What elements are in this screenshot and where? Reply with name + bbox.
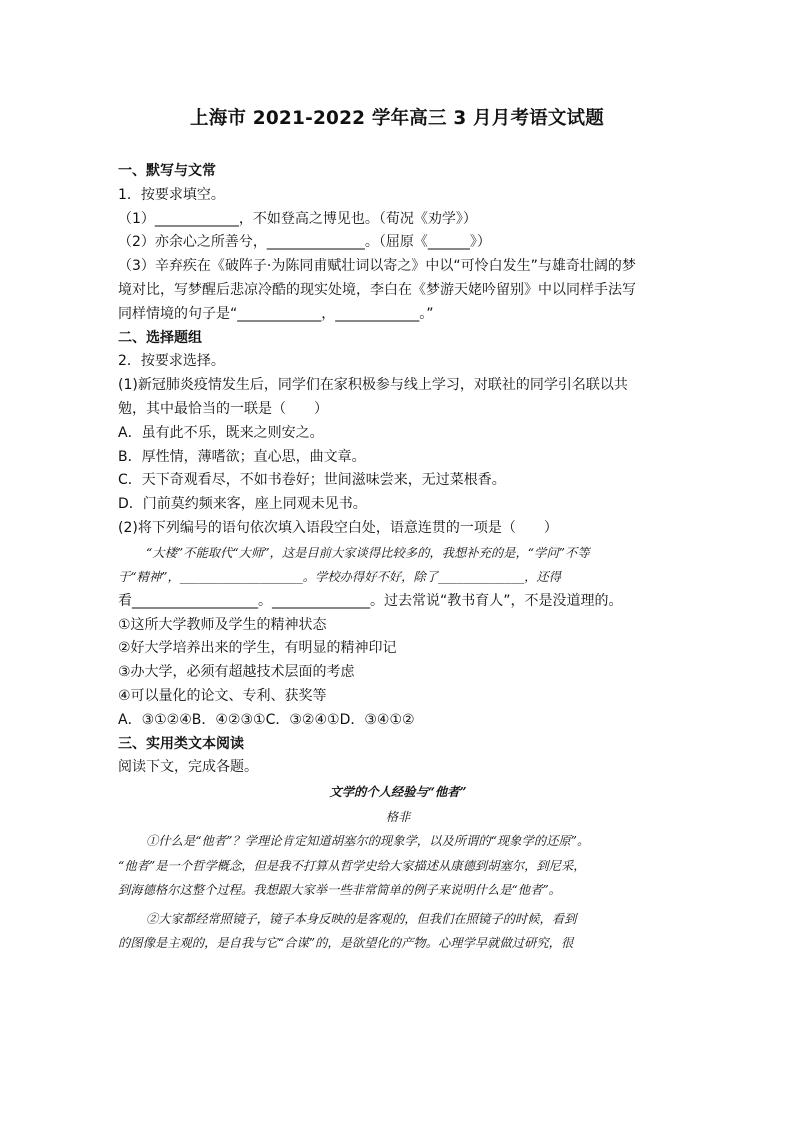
sentence-item-1: ①这所大学教师及学生的精神状态 [118, 616, 327, 633]
sentence-item-4: ④可以量化的论文、专利、获奖等 [118, 687, 327, 704]
answer-options: A．③①②④B．④②③①C．③②④①D．③④①② [118, 711, 415, 728]
sentence-item-3: ③办大学，必须有超越技术层面的考虑 [118, 664, 355, 681]
question-1-part-3-line-3: 同样情境的句子是“____________，____________。” [118, 305, 434, 322]
article-title: 文学的个人经验与“他者” [329, 784, 467, 800]
question-1-part-3-line-1: （3）辛弃疾在《破阵子·为陈同甫赋壮词以寄之》中以“可怜白发生”与雄奇壮阔的梦 [118, 258, 636, 275]
passage-line-1: “大楼”不能取代“大师”，这是目前大家谈得比较多的，我想补充的是，“学问”不等 [146, 545, 590, 560]
question-1-part-3-line-2: 境对比，写梦醒后悲凉冷酷的现实处境，李白在《梦游天姥吟留别》中以同样手法写 [118, 281, 636, 298]
section-heading-2: 二、选择题组 [118, 329, 202, 346]
option-a: A．虽有此不乐，既来之则安之。 [118, 424, 324, 441]
question-2-2-stem: (2)将下列编号的语句依次填入语段空白处，语意连贯的一项是（ ） [118, 519, 558, 536]
question-1-part-2: （2）亦余心之所善兮，______________。（屈原《______》） [118, 234, 491, 251]
question-2-1-line-2: 勉，其中最恰当的一联是（ ） [118, 400, 328, 417]
article-p1-line-1: ①什么是“他者”？学理论肯定知道胡塞尔的现象学，以及所谓的“现象学的还原”。 [146, 834, 590, 849]
article-p1-line-2: “他者”是一个哲学概念，但是我不打算从哲学史给大家描述从康德到胡塞尔，到尼采， [118, 858, 586, 873]
question-2-stem: 2．按要求选择。 [118, 353, 225, 370]
exam-content [118, 160, 678, 956]
passage-line-2: 于“精神”，____________________。学校办得好不好，除了______________，还得 [118, 570, 561, 585]
question-1-stem: 1．按要求填空。 [118, 186, 225, 203]
option-b: B．厚性情，薄嗜欲；直心思，曲文章。 [118, 448, 366, 465]
option-c: C．天下奇观看尽，不如书卷好；世间滋味尝来，无过菜根香。 [118, 472, 506, 489]
article-p1-line-3: 到海德格尔这整个过程。我想跟大家举一些非常简单的例子来说明什么是“他者”。 [118, 883, 561, 898]
question-2-1-line-1: (1)新冠肺炎疫情发生后，同学们在家积极参与线上学习，对联社的同学引名联以共 [118, 377, 628, 394]
passage-line-3: 看__________________。______________。过去常说“教书育人”，不是没道理的。 [118, 592, 623, 609]
article-author: 格非 [385, 809, 411, 824]
reading-instruction: 阅读下文，完成各题。 [118, 759, 258, 776]
option-d: D．门前莫约频来客，座上同观未见书。 [118, 496, 367, 513]
article-p2-line-2: 的图像是主观的，是自我与它“合谋”的，是欲望化的产物。心理学早就做过研究，很 [118, 936, 574, 951]
question-1-part-1: （1）____________，不如登高之博见也。（荀况《劝学》） [118, 210, 477, 227]
article-p2-line-1: ②大家都经常照镜子，镜子本身反映的是客观的，但我们在照镜子的时候，看到 [146, 911, 577, 926]
section-heading-3: 三、实用类文本阅读 [118, 735, 244, 752]
sentence-item-2: ②好大学培养出来的学生，有明显的精神印记 [118, 640, 397, 657]
page-title: 上海市 2021-2022 学年高三 3 月月考语文试题 [190, 108, 604, 129]
section-heading-1: 一、默写与文常 [118, 163, 216, 179]
